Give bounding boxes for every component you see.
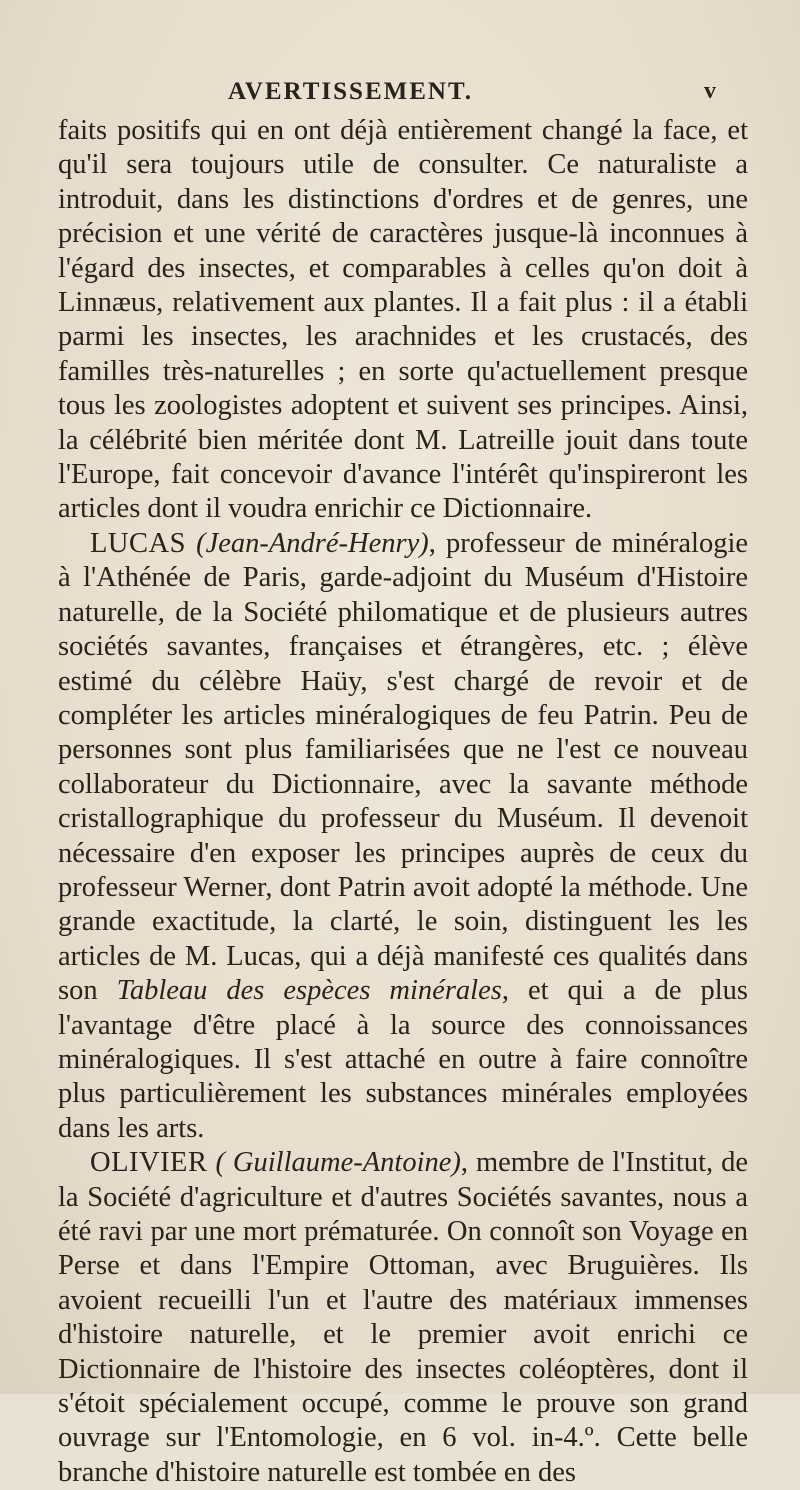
- paragraph-lucas: [58, 527, 748, 1146]
- paragraph-latreille: [58, 114, 748, 527]
- entry-surname: OLIVIER: [90, 1147, 208, 1179]
- page-header: [0, 78, 800, 108]
- paragraph-text: , membre de l'Institut, de la Société d'agriculture et d'autres Sociétés savantes, nous a été ravi par une mort prématurée. On connoît son Voyage en Perse et dans l'Empire Ottoman, avec Bruguières. Ils avoient recueilli l'un et l'autre des matériaux immenses d'histoire naturelle, et le premier avoit enrichi ce Dictionnaire de l'histoire des insectes coléoptères, dont il s'étoit spécialement occupé, comme le prouve son grand ouvrage sur l'Entomologie, en 6 vol. in-4.º. Cette belle branche d'histoire naturelle est tombée en des: [58, 1147, 749, 1488]
- entry-given-names: (Jean-André-Henry): [196, 527, 429, 559]
- entry-surname: LUCAS: [90, 527, 186, 559]
- page-number: v: [704, 78, 716, 104]
- paragraph-text-continued: , et qui a de plus l'avantage d'être placé à la source des connoissances minéralogiques. Il s'est attaché en outre à faire connoître plus particulièrement les substances minérales employées dans les arts.: [58, 975, 748, 1144]
- running-head: AVERTISSEMENT.: [228, 78, 474, 105]
- paragraph-olivier: [58, 1146, 748, 1490]
- book-title: Tableau des espèces minérales: [116, 975, 502, 1007]
- entry-given-names: ( Guillaume-Antoine): [215, 1147, 461, 1179]
- body-text: [58, 114, 748, 1490]
- paragraph-text: faits positifs qui en ont déjà entièrement changé la face, et qu'il sera toujours utile de consulter. Ce naturaliste a introduit, dans les distinctions d'ordres et de genres, une précision et une vérité de caractères jusque-là inconnues à l'égard des insectes, et comparables à celles qu'on doit à Linnæus, relativement aux plantes. Il a fait plus : il a établi parmi les insectes, les arachnides et les crustacés, des familles très-naturelles ; en sorte qu'actuellement presque tous les zoologistes adoptent et suivent ses principes. Ainsi, la célébrité bien méritée dont M. Latreille jouit dans toute l'Europe, fait concevoir d'avance l'intérêt qu'inspireront les articles dont il voudra enrichir ce Dictionnaire.: [58, 115, 748, 525]
- paragraph-text: , professeur de minéralogie à l'Athénée de Paris, garde-adjoint du Muséum d'Histoire naturelle, de la Société philomatique et de plusieurs autres sociétés savantes, françaises et étrangères, etc. ; élève estimé du célèbre Haüy, s'est chargé de revoir et de compléter les articles minéralogiques de feu Patrin. Peu de personnes sont plus familiarisées que ne l'est ce nouveau collaborateur du Dictionnaire, avec la savante méthode cristallographique du professeur du Muséum. Il devenoit nécessaire d'en exposer les principes auprès de ceux du professeur Werner, dont Patrin avoit adopté la méthode. Une grande exactitude, la clarté, le soin, distinguent les les articles de M. Lucas, qui a déjà manifesté ces qualités dans son: [58, 527, 749, 1007]
